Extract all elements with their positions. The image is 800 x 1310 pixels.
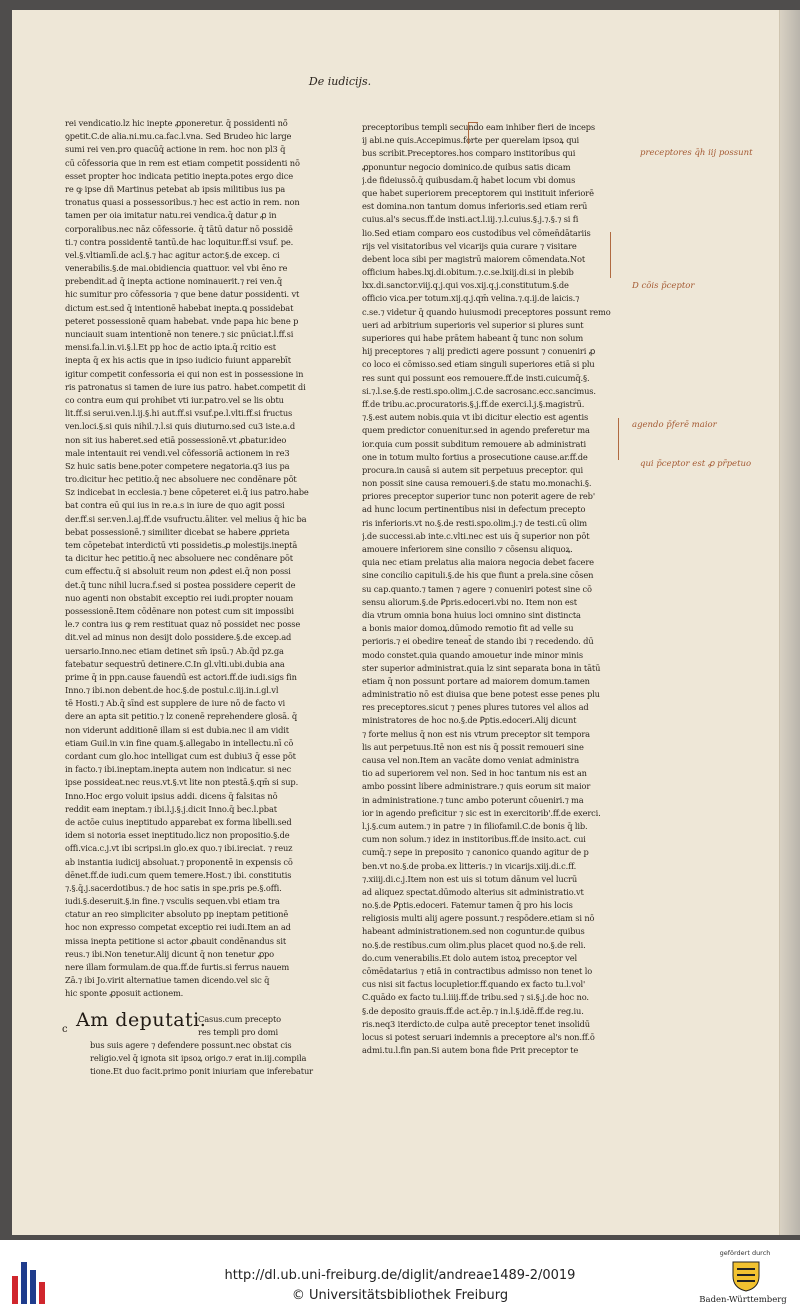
- text-line: non viderunt additionē illam si est dubia.nec il am vidit: [65, 724, 289, 735]
- text-line: C.quādo ex facto tu.l.iiij.ff.de tribu.sed ⁊ si.§.j.de hoc no.: [362, 992, 589, 1003]
- text-line: tronatus quasi a possessoribus.⁊ hec est actio in rem. non: [65, 197, 300, 208]
- text-line: cus nisi sit factus locupletior.ff.quando ex facto tu.l.vol': [362, 979, 586, 990]
- text-line: ta dicitur hec petitio.q̄ nec absoluere nec condēnare pōt: [65, 553, 293, 564]
- text-line: preceptoribus templi secundo eam inhiber fieri de inceps: [362, 122, 596, 132]
- text-line: tamen per oia imitatur natu.rei vendica.q̄ datur ꝓ in: [65, 210, 277, 221]
- text-line: dēnet.ff.de iudi.cum quem temere.Host.⁊ ibi. constitutis: [65, 869, 292, 880]
- text-line: ueri ad arbitrium superioris vel superior si plures sunt: [362, 319, 584, 330]
- text-line: etiam q̄ non possunt portare ad maiorem domum.tamen: [362, 675, 590, 686]
- text-line: Inno.Hoc ergo voluit ipsius addi. dicens q̄ falsitas nō: [65, 790, 278, 801]
- annotation-bracket: [618, 418, 624, 460]
- text-line: ben.vt no.§.de proba.ex litteris.⁊ in vicarijs.xiij.di.c.ff.: [362, 860, 577, 871]
- text-line: tione.Et duo facit.primo ponit iniuriam que inferebatur: [90, 1066, 313, 1077]
- state-crest-icon: [731, 1260, 761, 1292]
- marginal-note: agendo p̄ferē maior: [632, 420, 717, 430]
- text-line: Sz indicebat in ecclesia.⁊ bene cōpeteret ei.q̄ ius patro.habe: [65, 487, 309, 498]
- marginal-note: qui p̄ceptor est ꝓ pr̄petuo: [640, 459, 752, 469]
- text-line: modo constet.quia quando amouetur inde minor minis: [362, 649, 583, 660]
- text-line: esset propter hoc indicata petitio inepta.potes ergo dice: [65, 170, 294, 181]
- text-line: est domina.non tantum domus inferioris.sed etiam rerū: [362, 201, 588, 212]
- text-line: ipse possideat.nec reus.vt.§.vt lite non ptestā.§.qm̄ si sup.: [65, 777, 299, 788]
- text-line: bebat possessionē.⁊ similiter dicebat se habere ꝓprieta: [65, 526, 290, 537]
- text-line: officium habes.lxj.di.obitum.⁊.c.se.lxiij.di.si in plebib: [362, 267, 574, 278]
- text-line: venerabilis.§.de mai.obidiencia quattuor. vel vbi ēno re: [65, 263, 288, 274]
- text-line: etiam Guil.in v.in fine quam.§.allegabo in intellectu.nī cō: [65, 737, 294, 748]
- left-text-column: [65, 117, 315, 1001]
- text-line: idem si notoria esset ineptitudo.licz non propositio.§.de: [65, 830, 290, 841]
- text-line: one in totum multo fortius a prosecutione cause.ar.ff.de: [362, 451, 588, 462]
- text-line: der.ff.si ser.ven.l.aj.ff.de vsufructu.āliter. vel melius q̄ hic ba: [65, 513, 307, 524]
- text-line: bat contra eū qui ius in re.a.s in iure de quo agit possi: [65, 500, 285, 511]
- text-line: su cap.quanto.⁊ tamen ⁊ agere ⁊ conueniri potest sine cō: [362, 583, 592, 594]
- text-line: res preceptores.sicut ⁊ penes plures tutores vel alios ad: [362, 702, 589, 713]
- text-line: ad hunc locum pertinentibus nisi in defectum precepto: [362, 504, 586, 515]
- text-line: debent loca sibi per magistrū maiorem cōmendata.Not: [362, 253, 586, 264]
- text-line: dere an apta sit petitio.⁊ lz conenē reprehendere glosā. q̄: [65, 711, 298, 722]
- text-line: ad aliquez spectat.dūmodo alterius sit administratio.vt: [362, 886, 584, 897]
- text-line: nuo agenti non obstabit exceptio rei iudi.propter nouam: [65, 592, 294, 603]
- permalink-url[interactable]: http://dl.ub.uni-freiburg.de/diglit/andreae1489-2/0019: [224, 1268, 576, 1283]
- text-line: no.§.de restibus.cum olim.plus placet quod no.§.de reli.: [362, 939, 586, 950]
- text-line: possessionē.Item cōdēnare non potest cum sit impossibi: [65, 605, 294, 616]
- text-line: tē Hosti.⁊ Ab.q̄ sīnd est supplere de iure nō de facto vi: [65, 698, 286, 709]
- text-line: Inno.⁊ ibi.non debent.de hoc.§.de postul.c.iij.in.i.gl.vl: [65, 685, 279, 696]
- section-heading: [76, 1010, 206, 1030]
- text-line: le.⁊ contra ius ꝙ rem restituat quaz nō possidet nec posse: [65, 619, 301, 630]
- text-line: mensi.fa.l.in.vi.§.l.Et pp hoc de actio ipta.q̄ rcitio est: [65, 342, 276, 353]
- text-line: dia vtrum omnia bona huius loci omnino sint distincta: [362, 609, 581, 620]
- text-line: dictum est.sed q̄ intentionē habebat inepta.ꝗ possidebat: [65, 302, 294, 313]
- text-line: procura.in causā si autem sit perpetuus preceptor. qui: [362, 464, 583, 475]
- annotation-bracket: [468, 122, 478, 144]
- text-line: tro.dicitur hec petitio.q̄ nec absoluere nec condēnare pōt: [65, 474, 297, 485]
- text-line: cum non solum.⁊ idez in institoribus.ff.de insito.act. cui: [362, 834, 586, 845]
- text-line: quem predictor conuenitur.sed in agendo preferetur ma: [362, 425, 590, 436]
- text-line: non sit ius haberet.sed etiā possessionē.vt ꝓbatur.ideo: [65, 434, 287, 445]
- text-line: locus si potest seruari indemnis a preceptore al's non.ff.ō: [362, 1031, 595, 1042]
- text-line: re ꝙ ipse dñ Martinus petebat ab ipsis militibus ius pa: [65, 183, 286, 194]
- text-line: co loco ei cōmisso.sed etiam singuli superiores etiā si plu: [362, 359, 595, 370]
- text-line: que habet superiorem preceptorem qui instituit inferiorē: [362, 187, 594, 198]
- text-line: causa vel non.Item an vacāte domo veniat administra: [362, 755, 579, 765]
- text-line: offi.vica.c.j.vt ibi scripsi.in glo.ex quo.⁊ ibi.ireciat. ⁊ reuz: [65, 843, 293, 854]
- text-line: superiores qui habe prātem habeant q̄ tunc non solum: [362, 333, 584, 343]
- text-line: hoc non expresso competat exceptio rei iudi.Item an ad: [65, 922, 291, 933]
- text-line: Zā.⁊ ibi Jo.virit alternatiue tamen dicendo.vel sic q̄: [65, 975, 270, 986]
- text-line: j.de fideiussō.q̄ quibusdam.q̄ habet locum vbi domus: [362, 174, 576, 185]
- text-line: ⁊ forte melius q̄ non est nis vtrum preceptor sit tempora: [362, 728, 590, 739]
- text-line: lis aut perpetuus.Itē non est nis q̄ possit remoueri sine: [362, 741, 584, 752]
- text-line: rijs vel visitatoribus vel vicarijs quia curare ⁊ visitare: [362, 240, 577, 251]
- text-line: administratio nō est diuisa que bene potest esse penes plu: [362, 689, 600, 700]
- text-line: admi.tu.l.fin pan.Si autem bona fide Prit preceptor te: [362, 1045, 579, 1056]
- text-line: ab instantia iudicij absoluat.⁊ proponentē in expensis cō: [65, 856, 293, 867]
- text-line: igitur competit confessoria ei qui non est in possessione in: [65, 368, 304, 379]
- text-line: hic sumitur pro cōfessoria ⁊ que bene datur possidenti. vt: [65, 289, 300, 300]
- annotation-bracket: [610, 232, 616, 278]
- text-line: ꝯpetit.C.de alia.ni.mu.ca.fac.l.vna. Sed Brudeo hic large: [65, 131, 292, 142]
- text-line: perioris.⁊ ei obedire teneat̄ de stando ibi ⁊ recedendo. dū: [362, 636, 594, 647]
- text-line: prebendit.ad q̄ inepta actione nominauerit.⁊ rei ven.q̄: [65, 276, 282, 287]
- text-line: in facto.⁊ ibi.ineptam.inepta autem non indicatur. si nec: [65, 764, 292, 775]
- text-line: hij preceptores ⁊ alij predicti agere possunt ⁊ conueniri ꝓ: [362, 346, 596, 357]
- section-intro-lines: [198, 1013, 318, 1039]
- text-line: uersario.Inno.nec etiam detinet sm̄ ipsū.⁊ Ab.q̄d pz.ga: [65, 645, 284, 656]
- text-line: ven.loci.§.si quis nihil.⁊.l.si quis diuturno.sed cu3 iste.a.d: [65, 421, 295, 432]
- text-line: bus scribit.Preceptores.hos comparo institoribus qui: [362, 148, 576, 159]
- text-line: c.se.⁊ videtur q̄ quando huiusmodi preceptores possunt remo: [362, 306, 611, 317]
- text-line: bus suis agere ⁊ defendere possunt.nec obstat cis: [90, 1040, 292, 1050]
- text-line: ⁊.xiiij.di.c.j.Item non est uis si totum dānum vel lucrū: [362, 873, 578, 884]
- marginal-note: D cōis p̄ceptor: [632, 281, 695, 291]
- text-line: Casus.cum precepto: [198, 1014, 281, 1024]
- text-line: no.§.de Ꝑptis.edoceri. Fatemur tamen q̄ pro his locis: [362, 900, 573, 911]
- text-line: co contra eum qui prohibet vti iur.patro.vel se lis obtu: [65, 394, 284, 405]
- text-line: do.cum venerabilis.Et dolo autem istoꝝ preceptor vel: [362, 952, 577, 963]
- text-line: cordant cum glo.hoc intelligat cum est dubiu3 q̄ esse pōt: [65, 751, 296, 761]
- section-heading-text: Am deputati.: [76, 1009, 207, 1031]
- text-line: cū cōfessoria que in rem est etiam competit possidenti nō: [65, 157, 300, 168]
- text-line: religiosis multi alij agere possunt.⁊ respōdere.etiam si nō: [362, 913, 595, 924]
- text-line: ris inferioris.vt no.§.de resti.spo.olim.j.⁊ de testi.cū olim: [362, 517, 587, 528]
- text-line: sine concilio capituli.§.de his que fiunt a prela.sine cōsen: [362, 570, 594, 581]
- text-line: §.de deposito grauis.ff.de act.ēp.⁊ in.l.§.idē.ff.de reg.iu.: [362, 1005, 584, 1016]
- page-edge: [780, 10, 800, 1235]
- text-line: peteret possessionē quam habebat. vnde papa hic bene p: [65, 315, 299, 326]
- left-column-tail: [90, 1039, 320, 1079]
- text-line: amouere inferiorem sine consilio ⁊ cōsensu aliquoꝝ.: [362, 544, 573, 554]
- running-head: De iudicijs.: [308, 75, 372, 88]
- text-line: lio.Sed etiam comparo eos custodibus vel cōmen̄dātariis: [362, 227, 591, 238]
- sponsor-name: Baden-Württemberg: [699, 1295, 787, 1305]
- text-line: male intentauit rei vendi.vel cōfessoriā actionem in re3: [65, 447, 290, 458]
- text-line: religio.vel q̄ ignota sit ipsoꝝ origo.⁊ erat in.iij.compila: [90, 1053, 307, 1064]
- text-line: lit.ff.si serui.ven.l.ij.§.hi aut.ff.si vsuf.pe.l.vlti.ff.si fructus: [65, 408, 293, 419]
- text-line: res templi pro domi: [198, 1027, 279, 1038]
- text-line: sensu aliorum.§.de Ꝑpris.edoceri.vbi no. Item non est: [362, 596, 577, 607]
- text-line: reus.⁊ ibi.Non tenetur.Alij dicunt q̄ non tenetur ꝓpo: [65, 948, 274, 959]
- text-line: vel.§.vltiamlī.de acl.§.⁊ hac agitur actor.§.de excep. ci: [65, 249, 280, 260]
- text-line: de actōe cuius ineptitudo apparebat ex forma libelli.sed: [65, 816, 292, 827]
- text-line: tem cōpetebat interdictū vti possidetis.ꝓ molestijs.ineptā: [65, 540, 298, 550]
- library-logo-icon: [12, 1262, 46, 1304]
- text-line: ꝓponuntur negocio dominico.de quibus satis dicam: [362, 161, 571, 172]
- text-line: lxx.di.sanctor.viij.q.j.qui vos.xij.q.j.constitutum.§.de: [362, 280, 569, 291]
- text-line: corporalibus.nec nāz cōfessorie. q̄ tātū datur nō possidē: [65, 223, 293, 234]
- copyright-text: © Universitätsbibliothek Freiburg: [291, 1288, 509, 1303]
- text-line: ior in agendo preficitur ⁊ sic est in exercitorib'.ff.de exerci.: [362, 807, 601, 818]
- text-line: cōmēdatarius ⁊ etiā in contractibus admisso non tenet lo: [362, 966, 593, 976]
- text-line: ff.de tribu.ac.procuratoris.§.j.ff.de exerci.l.j.§.magistrū.: [362, 398, 585, 409]
- text-line: l.j.§.cum autem.⁊ in patre ⁊ in filiofamil.C.de bonis q̄ lib.: [362, 820, 588, 831]
- right-text-column: [362, 121, 612, 1057]
- text-line: sumi rei ven.pro quacūq̄ actione in rem. hoc non pl3 q̄: [65, 144, 286, 155]
- text-line: ministratores de hoc no.§.de Ꝑptis.edoceri.Alij dicunt: [362, 715, 577, 726]
- text-line: dit.vel ad minus non desijt dolo possidere.§.de excep.ad: [65, 632, 292, 643]
- text-line: ⁊.§.q̄.j.sacerdotibus.⁊ de hoc satis in spe.pris pe.§.offi.: [65, 882, 282, 893]
- text-line: in administratione.⁊ tunc ambo poterunt cōueniri.⁊ ma: [362, 794, 584, 805]
- text-line: res sunt qui possunt eos remouere.ff.de insti.cuicumq̄.§.: [362, 372, 590, 383]
- text-line: Sz huic satis bene.poter competere negatoria.q3 ius pa: [65, 460, 290, 471]
- text-line: nunciauit suam intentionē non tenere.⁊ sic pnūciat.l.ff.si: [65, 329, 294, 339]
- text-line: reddit eam ineptam.⁊ ibi.l.j.§.j.dicit Inno.q̄ bec.l.pbat: [65, 803, 277, 814]
- text-line: tio ad superiorem vel non. Sed in hoc tantum nis est an: [362, 768, 587, 779]
- text-line: prime q̄ in ppn.cause fauendū est actori.ff.de iudi.sigs fin: [65, 671, 297, 682]
- text-line: cum effectu.q̄ si absoluit reum non ꝓdest ei.q̄ non possi: [65, 566, 291, 577]
- text-line: ⁊.§.est autem nobis.quia vt ibi dicitur electio est agentis: [362, 412, 589, 423]
- text-line: nere illam formulam.de qua.ff.de furtis.si ferrus nauem: [65, 962, 290, 972]
- text-line: officio vica.per totum.xij.q.j.qm̄ velina.⁊.q.ij.de laicis.⁊: [362, 293, 580, 304]
- text-line: cuius.al's secus.ff.de insti.act.l.iij.⁊.l.cuius.§.j.⁊.§.⁊ si fi: [362, 214, 579, 225]
- text-line: ris patronatus si tamen de iure ius patro. habet.competit di: [65, 381, 306, 392]
- marginal-note: preceptores q̄h iij possunt: [640, 148, 753, 158]
- text-line: non possit sine causa remoueri.§.de statu mo.monachi.§.: [362, 478, 592, 489]
- text-line: priores preceptor superior tunc non poterit agere de reb': [362, 491, 595, 502]
- text-line: ij abi.ne quis.Accepimus.forte per querelam ipsoꝝ qui: [362, 135, 580, 146]
- text-line: quia nec etiam prelatus alia maiora negocia debet facere: [362, 557, 594, 568]
- text-line: j.de successi.ab inte.c.vlti.nec est uis q̄ superior non pōt: [362, 530, 590, 541]
- text-line: det.q̄ tunc nihil lucra.f.sed si postea possidere ceperit de: [65, 579, 296, 590]
- text-line: fatebatur sequestrū detinere.C.In gl.vlti.ubi.dubia ana: [65, 658, 285, 669]
- sponsor-label: gefördert durch: [719, 1249, 771, 1257]
- text-line: missa inepta petitione si actor ꝓbauit condēnandus sit: [65, 935, 287, 946]
- margin-letter: c: [62, 1024, 68, 1035]
- text-line: cumq̄.⁊ sepe in preposito ⁊ canonico quando agitur de p: [362, 847, 589, 858]
- text-line: si.⁊.l.se.§.de resti.spo.olim.j.C.de sacrosanc.ecc.sancimus.: [362, 385, 596, 396]
- text-line: ster superior administrat.quia lz sint separata bona in tātū: [362, 662, 601, 673]
- text-line: habeant administrationem.sed non coguntur.de quibus: [362, 926, 585, 937]
- text-line: ris.neq3 iterdicto.de culpa autē preceptor tenet insolidū: [362, 1018, 590, 1029]
- text-line: hic sponte ꝓposuit actionem.: [65, 988, 184, 999]
- text-line: ctatur an reo simpliciter absoluto pp ineptam petitionē: [65, 909, 289, 920]
- text-line: rei vendicatio.lz hic inepte ꝓponeretur. q̄ possidenti nō̄: [65, 118, 288, 128]
- text-line: a bonis maior domoꝝ.dūmodo remotio fit ad velle su: [362, 623, 574, 634]
- text-line: iudi.§.deseruit.§.in fine.⁊ vsculis sequen.vbi etiam tra: [65, 896, 280, 907]
- text-line: inepta q̄ ex his actis que in ipso iudicio fuiunt apparebīt: [65, 355, 291, 366]
- text-line: ti.⁊ contra possidentē tantū.de hac loquitur.ff.si vsuf. pe.: [65, 236, 294, 247]
- text-line: ior.quia cum possit subditum remouere ab administrati: [362, 438, 586, 449]
- text-line: ambo possint libere administrare.⁊ quis eorum sit maior: [362, 781, 591, 792]
